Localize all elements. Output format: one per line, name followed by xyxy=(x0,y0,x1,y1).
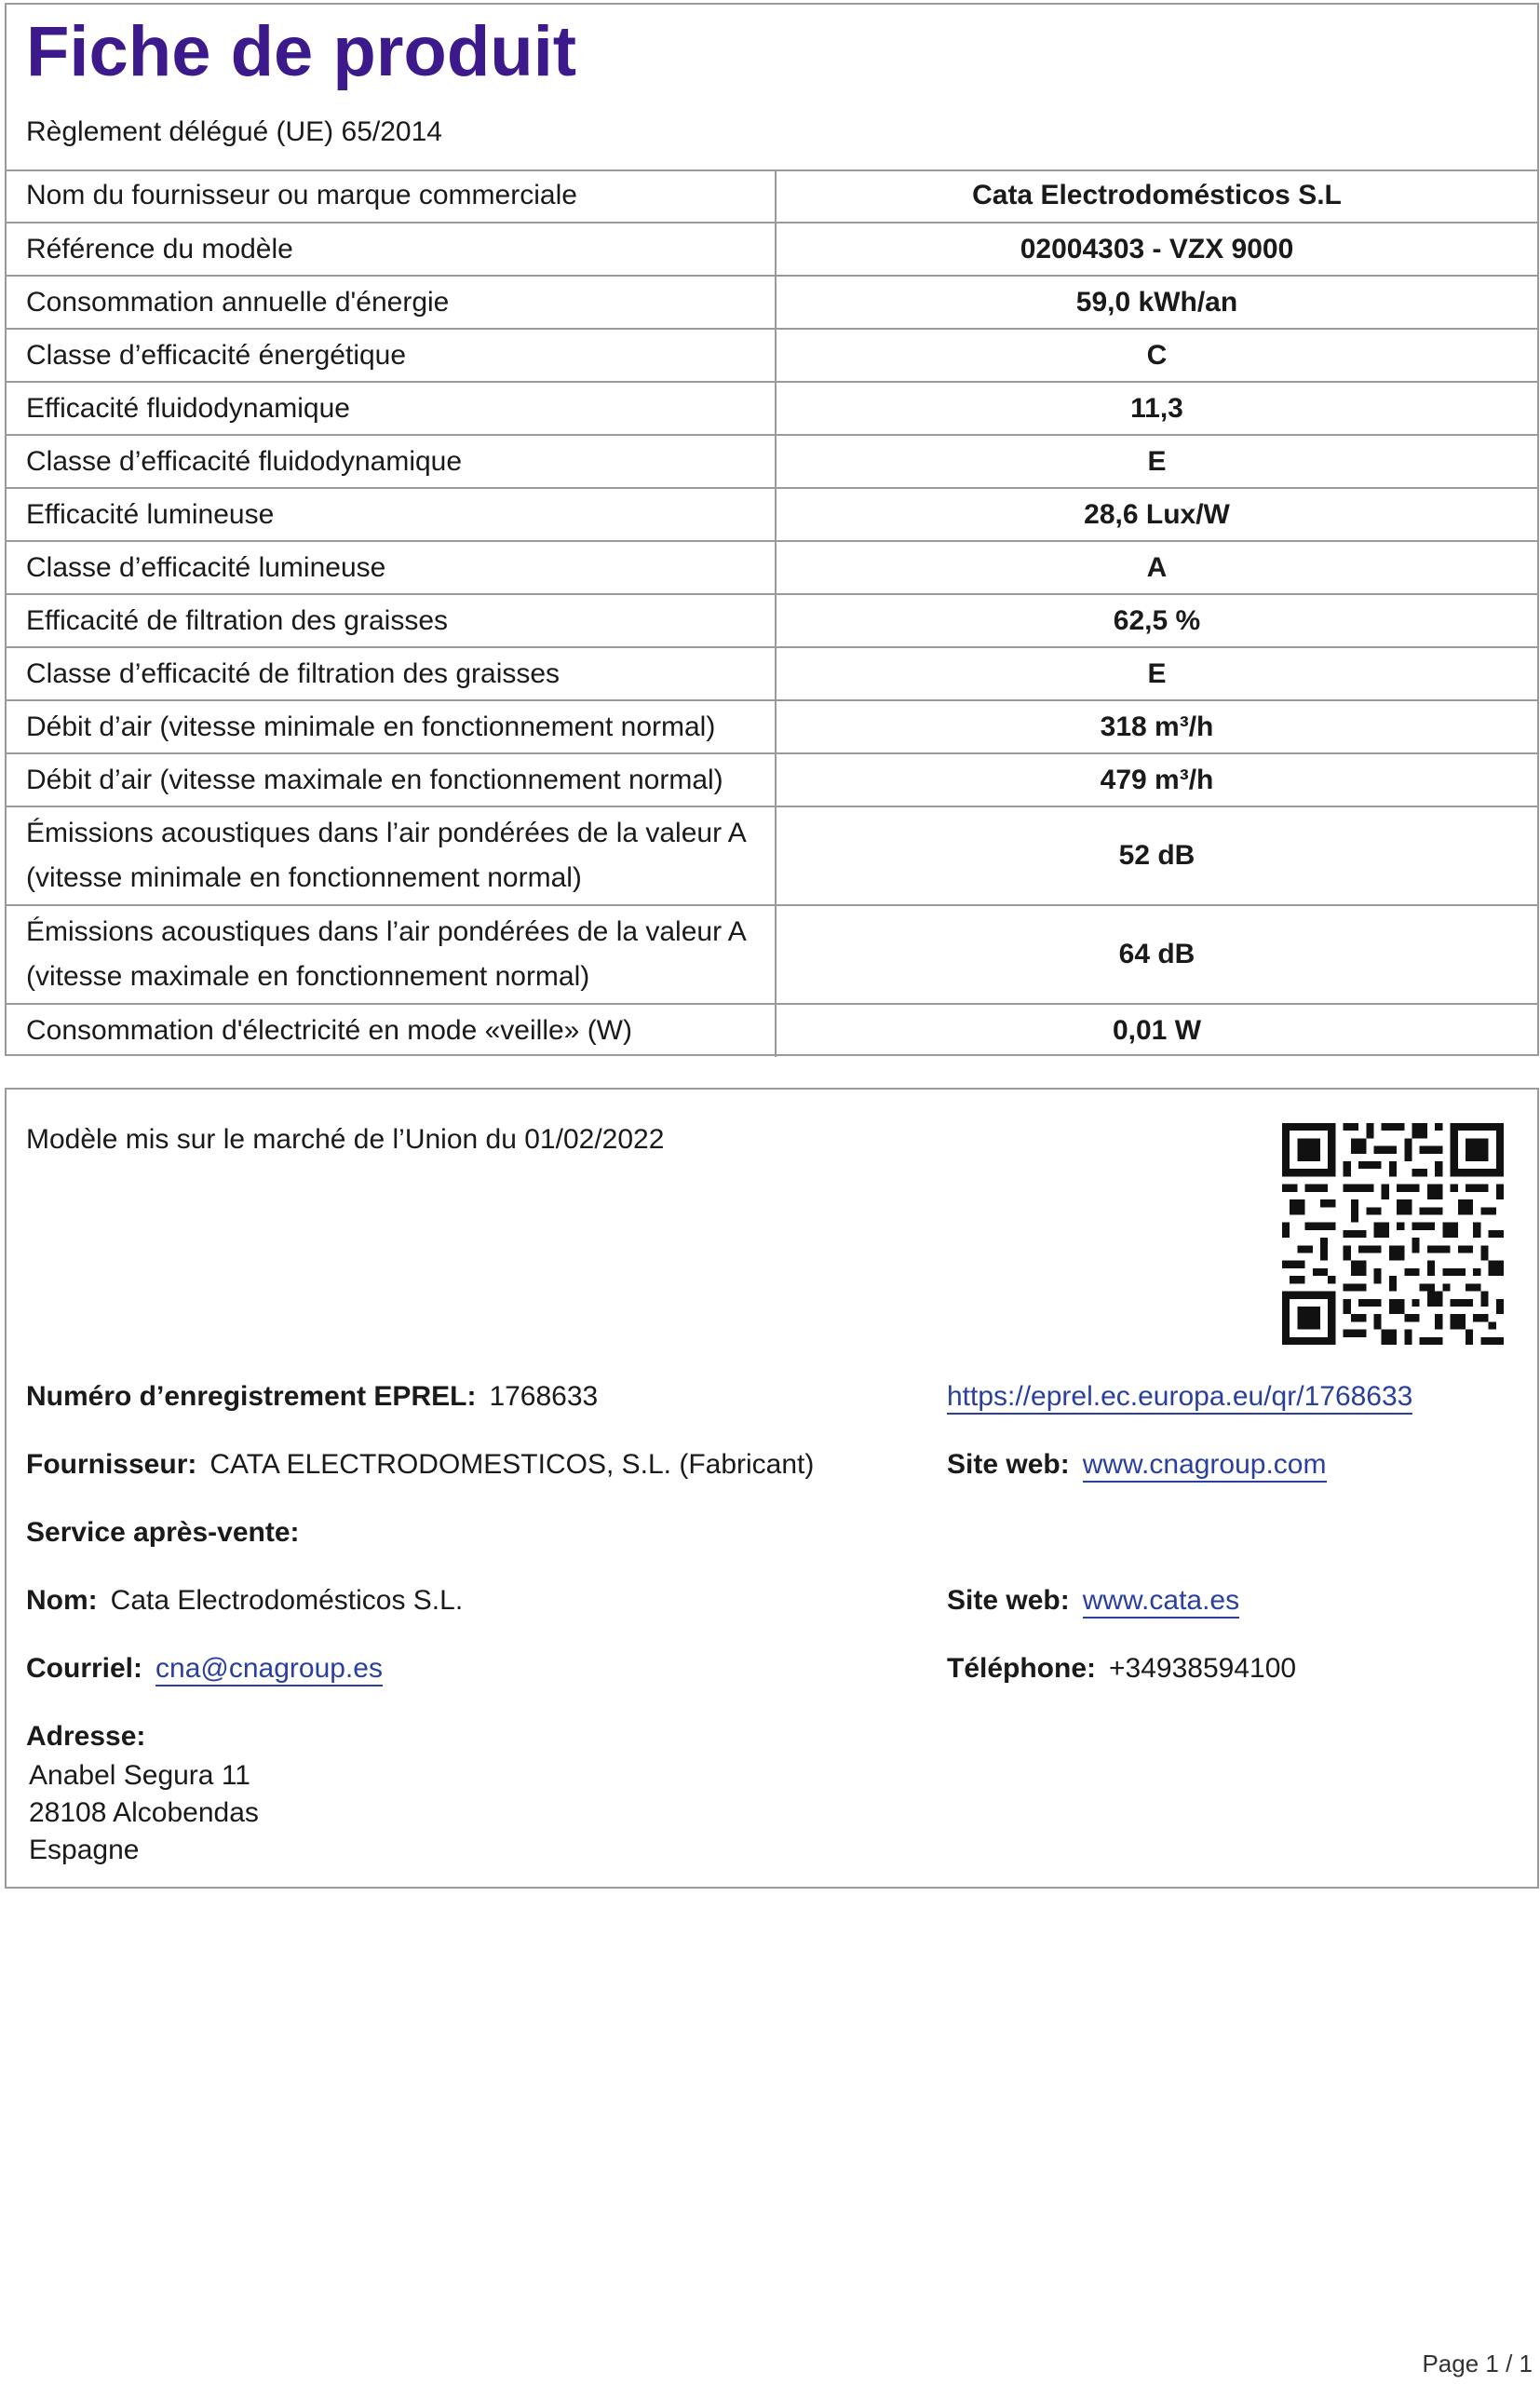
table-row xyxy=(7,329,1537,382)
table-row xyxy=(7,382,1537,435)
spec-value: 52 dB xyxy=(776,806,1537,905)
eprel-field xyxy=(26,1381,598,1413)
spec-label: Classe d’efficacité fluidodynamique xyxy=(7,435,776,488)
supplier-field xyxy=(26,1449,814,1481)
divider xyxy=(7,169,1537,171)
supplier-name: CATA ELECTRODOMESTICOS, S.L. (Fabricant) xyxy=(209,1449,815,1480)
spec-value: E xyxy=(776,435,1537,488)
spec-label: Efficacité lumineuse xyxy=(7,488,776,541)
address-heading xyxy=(26,1721,158,1753)
spec-label: Classe d’efficacité lumineuse xyxy=(7,541,776,594)
page-title: Fiche de produit xyxy=(26,12,577,91)
service-heading xyxy=(26,1517,313,1549)
table-row xyxy=(7,700,1537,753)
supplier-web-link[interactable]: www.cnagroup.com xyxy=(1083,1449,1327,1483)
table-row xyxy=(7,541,1537,594)
spec-label: Débit d’air (vitesse minimale en fonctionnement normal) xyxy=(7,700,776,753)
table-row xyxy=(7,276,1537,329)
supplier-info-box xyxy=(5,1088,1539,1889)
spec-label-line: (vitesse minimale en fonctionnement normal) xyxy=(26,862,582,893)
eprel-label: Numéro d’enregistrement EPREL: xyxy=(26,1381,477,1412)
spec-value: E xyxy=(776,647,1537,700)
spec-value: 59,0 kWh/an xyxy=(776,276,1537,329)
table-row xyxy=(7,905,1537,1004)
spec-value: 28,6 Lux/W xyxy=(776,488,1537,541)
table-row xyxy=(7,594,1537,647)
table-row xyxy=(7,753,1537,806)
spec-label: Débit d’air (vitesse maximale en fonctionnement normal) xyxy=(7,753,776,806)
spec-value: 02004303 - VZX 9000 xyxy=(776,223,1537,276)
spec-label: Classe d’efficacité énergétique xyxy=(7,329,776,382)
spec-label: Consommation d'électricité en mode «veille» (W) xyxy=(7,1004,776,1057)
spec-value: 11,3 xyxy=(776,382,1537,435)
spec-label: Référence du modèle xyxy=(7,223,776,276)
supplier-web-field xyxy=(947,1449,1327,1481)
service-email-label: Courriel: xyxy=(26,1653,143,1684)
address-line: Espagne xyxy=(29,1835,140,1865)
service-email-field xyxy=(26,1653,383,1685)
spec-value: 0,01 W xyxy=(1112,1015,1202,1046)
spec-label: Classe d’efficacité de filtration des graisses xyxy=(7,647,776,700)
spec-value: Cata Electrodomésticos S.L xyxy=(776,169,1537,223)
spec-value: 64 dB xyxy=(776,905,1537,1004)
spec-value: 479 m³/h xyxy=(776,753,1537,806)
service-name-label: Nom: xyxy=(26,1585,98,1616)
spec-label: Efficacité fluidodynamique xyxy=(7,382,776,435)
spec-label: Consommation annuelle d'énergie xyxy=(7,276,776,329)
spec-table xyxy=(7,169,1537,1057)
eprel-number: 1768633 xyxy=(489,1381,599,1412)
spec-label xyxy=(7,905,776,1004)
table-row xyxy=(7,223,1537,276)
spec-value: 62,5 % xyxy=(776,594,1537,647)
service-email-link[interactable]: cna@cnagroup.es xyxy=(155,1653,383,1686)
eprel-link[interactable]: https://eprel.ec.europa.eu/qr/1768633 xyxy=(947,1381,1412,1415)
spec-value: 318 m³/h xyxy=(776,700,1537,753)
service-phone: +34938594100 xyxy=(1109,1653,1297,1684)
address-label: Adresse: xyxy=(26,1721,146,1752)
spec-label-line: Émissions acoustiques dans l’air pondérées de la valeur A xyxy=(26,916,747,947)
table-row xyxy=(7,806,1537,905)
regulation-text: Règlement délégué (UE) 65/2014 xyxy=(26,116,442,147)
qr-code-icon[interactable] xyxy=(1282,1123,1504,1345)
eprel-link-field xyxy=(947,1381,1412,1413)
service-phone-label: Téléphone: xyxy=(947,1653,1097,1684)
product-fiche-box xyxy=(5,3,1539,1056)
spec-value: C xyxy=(776,329,1537,382)
service-heading-label: Service après-vente: xyxy=(26,1517,300,1548)
spec-label xyxy=(7,806,776,905)
spec-label: Efficacité de filtration des graisses xyxy=(7,594,776,647)
spec-label-line: Émissions acoustiques dans l’air pondérées de la valeur A xyxy=(26,818,747,848)
spec-label-line: (vitesse maximale en fonctionnement normal) xyxy=(26,961,590,992)
spec-label: Nom du fournisseur ou marque commerciale xyxy=(7,169,776,223)
service-web-link[interactable]: www.cata.es xyxy=(1083,1585,1239,1619)
supplier-web-label: Site web: xyxy=(947,1449,1070,1480)
table-row xyxy=(7,1004,1537,1057)
table-row xyxy=(7,647,1537,700)
spec-value: A xyxy=(776,541,1537,594)
service-name-field xyxy=(26,1585,463,1617)
service-web-field xyxy=(947,1585,1239,1617)
supplier-label: Fournisseur: xyxy=(26,1449,197,1480)
market-date-text: Modèle mis sur le marché de l’Union du 01/02/2022 xyxy=(26,1124,665,1155)
service-name: Cata Electrodomésticos S.L. xyxy=(110,1585,464,1616)
table-row xyxy=(7,435,1537,488)
table-row xyxy=(7,488,1537,541)
address-line: Anabel Segura 11 xyxy=(29,1760,250,1791)
service-web-label: Site web: xyxy=(947,1585,1070,1616)
address-line: 28108 Alcobendas xyxy=(29,1797,259,1828)
service-phone-field xyxy=(947,1653,1296,1685)
page-indicator: Page 1 / 1 xyxy=(1422,2350,1533,2377)
table-row xyxy=(7,169,1537,223)
